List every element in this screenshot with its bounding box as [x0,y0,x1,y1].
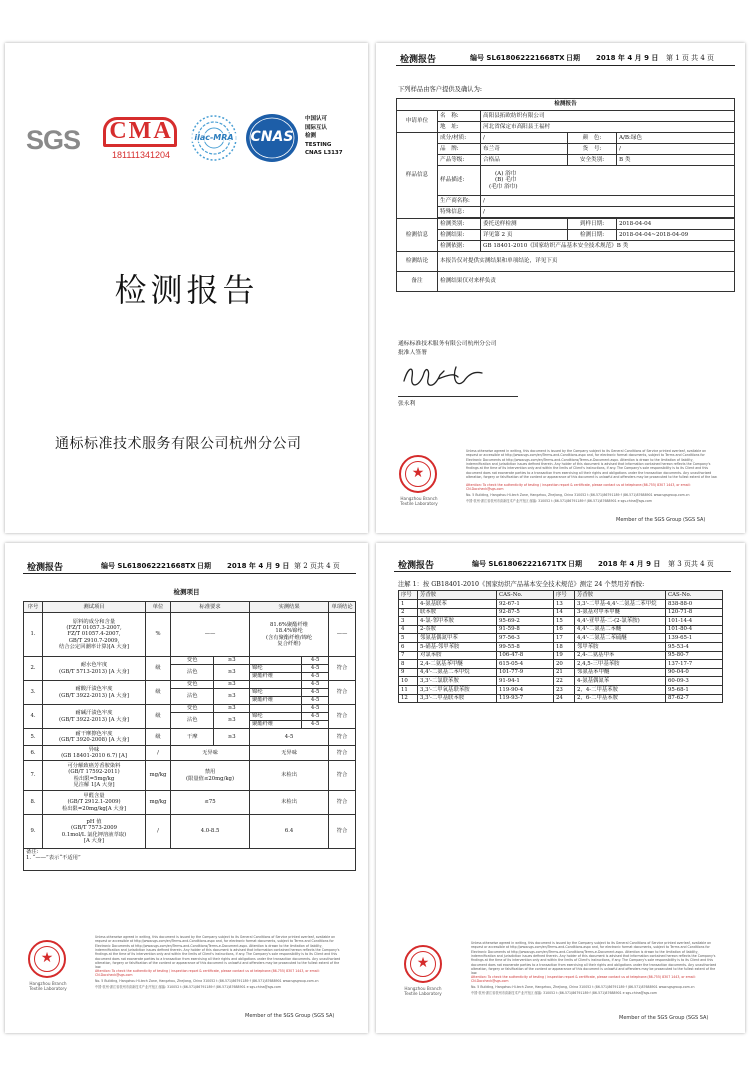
table-cell: 19 [554,651,575,660]
auth-line: Attention: To check the authenticity of testing / inspection report & certificate, please contact us at telephone:(86-755) 8307 1443, or email: CN.Doccheck@sgs.com [466,483,691,492]
member-line: Member of the SGS Group (SGS SA) [616,517,706,523]
table-cell: 20 [554,660,575,669]
table-cell: 3,3'-二甲基-4,4'-二氨基二苯甲烷 [575,600,666,609]
cnas-text: 中国认可 国际互认 检测 TESTING CNAS L3137 [305,116,343,156]
notes-label: 备注: [26,849,39,855]
table-cell: 137-17-7 [666,660,723,669]
table-row [399,651,723,660]
table-row [399,617,723,626]
table-cell: 8 [399,660,418,669]
table-row [399,634,723,643]
sgs-logo: SGS [26,125,81,155]
table-row [399,625,723,634]
table-cell: 17 [554,634,575,643]
cover-company: 通标标准技术服务有限公司杭州分公司 [55,436,302,452]
cover-title: 检测报告 [114,271,259,309]
info-table: 检测报告 申请单位 名 称: 高阳县拓欧纺织有限公司 地 址: 河北省保定市高阳县王福村 样品信息 成分/材质: / 颜 色: A/B:绿色 品 牌: 布兰奇 货 号: / 产品等级: 合格品 安全类别: B 类 样品描述: (A) 浴巾 (B) 毛巾 (毛巾 浴巾) 生产商名称: / 特殊信息: / 检测信息 检测类别: 委托送样检测 到样日期: 2018-04-04 检测结果: 详见第 2 页 检测日期: 2018-04-04~2018-04-09 检测依据: GB 18401-2010《国家纺织产品基本安全技术规范》B 类 检测结论 本报告仅对提供实测结果和单项结论，详见下页 备注 检测结果仅对来样负责 [396,98,735,292]
footer-address: No. 5 Building, Hangzhou Hi-tech Zone, Hangzhou, Zhejiang, China 310052 t (86-571)86791189 f (86-571)87688901 www.sgsgroup.com.cn [471,985,695,989]
footer-address-cn: 中国·杭州·浙江省杭州市高新技术产业开发区 邮编: 310052 t (86-571)86791189 f (86-571)87688901 e sgs.china@sgs.com [95,985,281,989]
table-cell: 90-04-0 [666,668,723,677]
table-cell: 2,4,5-三甲基苯胺 [575,660,666,669]
table-cell: 3,3'-二甲基联苯胺 [418,694,497,703]
table-cell: 邻甲苯胺 [575,642,666,651]
cnas-logo: CNAS [245,113,299,163]
table-cell: 10 [399,677,418,686]
table-cell: 1 [399,600,418,609]
auth-line: Attention: To check the authenticity of testing / inspection report & certificate, please contact us at telephone:(86-755) 8307 1443, or email: CN.Doccheck@sgs.com [95,969,320,978]
report-header: 检测报告 编号 SL618062221668TX 日期 2018 年 4 月 9 日 第 2 页共 4 页 [27,562,340,573]
footer-address-cn: 中国·杭州·浙江省杭州市高新技术产业开发区 邮编: 310052 t (86-571)86791189 f (86-571)87688901 e sgs.china@sgs.com [471,991,657,995]
report-header: 检测报告 编号 SL618062221668TX 日期 2018 年 4 月 9 日 第 1 页 共 4 页 [400,54,715,65]
table-cell: 4,4'-二氨基二苯醚 [575,625,666,634]
table-cell: 4,4'-亚甲基-二-(2-氯苯胺) [575,617,666,626]
table-cell: 95-69-2 [497,617,554,626]
report-page-1 [376,43,745,533]
table-cell: 87-62-7 [666,694,723,703]
sgs-stamp: ★ [404,945,442,983]
table-cell: 139-65-1 [666,634,723,643]
signer-block: 通标标准技术服务有限公司杭州分公司 批准人签署 [398,341,497,356]
test-items-table: 序号 测试项目 单位 标准要求 实测结果 单项结论 1. 原料的成分和含量 (FZ/T 01057.3-2007, FZ/T 01057.4-2007, GB/T 2910.7-2009, 结合公定回潮率计算)[A 大身] % —— 81.6%聚酯纤维 18.4%锦纶 (含有聚酯纤维/锦纶 复合纤维) —— 2. 耐水色牢度 (GB/T 5713-2013) [A 大身] 级 变色 ≥3 4-5 符合 沾色 ≥3 锦纶 4-5 聚酯纤维 4-5 3. 耐酸汗渍色牢度 (GB/T 3922-2013) [A 大身] 级 变色 ≥3 4-5 符合 沾色 ≥3 锦纶 4-5 聚酯纤维 4-5 4. 耐碱汗渍色牢度 (GB/T 3922-2013) [A 大身] 级 变色 ≥3 4-5 符合 沾色 ≥3 锦纶 4-5 聚酯纤维 4-5 5. 耐干摩擦色牢度 (GB/T 3920-2008) [A 大身] 级 干摩 ≥3 4-5 符合 6. 异味 (GB 18401-2010 6.7) [A] / 无异味 无异味 符合 7. 可分解致癌芳香胺染料 (GB/T 17592-2011) 检出限=5mg/kg 见注解 1[A 大身] mg/kg 禁用 (限量值≤20mg/kg) 未检出 符合 8. 甲醛含量 (GB/T 2912.1-2009) 检出限=20mg/kg[A 大身] mg/kg ≤75 未检出 符合 9. pH 值 (GB/T 7573-2009 0.1mol/L 氯化钾溶液萃取) [A 大身] / 4.0-8.5 6.4 符合 备注: 1. “——”表示“不适用” [23,601,356,871]
table-cell: 11 [399,685,418,694]
member-line: Member of the SGS Group (SGS SA) [245,1013,335,1019]
table-cell: 4 [399,625,418,634]
table-row [399,600,723,609]
report-header: 检测报告 编号 SL618062221671TX 日期 2018 年 4 月 9 日 第 3 页共 4 页 [398,560,714,571]
sgs-stamp: ★ [28,940,66,978]
table-cell: 120-71-8 [666,608,723,617]
table-cell: 101-14-4 [666,617,723,626]
table-row [399,685,723,694]
table-cell: 101-80-4 [666,625,723,634]
table-cell: 92-67-1 [497,600,554,609]
cover-page [5,43,368,533]
table-cell: 3-氨基对甲苯甲醚 [575,608,666,617]
cma-logo: CMA 181111341204 [97,117,185,163]
auth-line: Attention: To check the authenticity of testing / inspection report & certificate, please contact us at telephone:(86-755) 8307 1443, or email: CN.Doccheck@sgs.com [471,975,696,984]
table-cell: 联苯胺 [418,608,497,617]
table-cell: 2，4-二甲基苯胺 [575,685,666,694]
table-cell: 14 [554,608,575,617]
signer-name: 张永利 [398,401,416,407]
table-cell: 3,3'-二氯联苯胺 [418,677,497,686]
table-cell: 3,3'-二甲氧基联苯胺 [418,685,497,694]
table-cell: 5 [399,634,418,643]
table-cell: 2，6-二甲基苯胺 [575,694,666,703]
sgs-stamp: ★ [399,455,437,493]
amine-note: 注解 1：按 GB18401-2010《国家纺织产品基本安全技术规范》测定 24 个禁用芳香胺: [398,581,645,588]
table-cell: 12 [399,694,418,703]
section-subtitle: 检测项目 [173,588,200,596]
table-cell: 95-80-7 [666,651,723,660]
amine-table: 序号 芳香胺 CAS-No. 序号 芳香胺 CAS-No. 1 4-氨基联苯 92-67-1 13 3,3'-二甲基-4,4'-二氨基二苯甲烷 838-88-0 2 联苯胺 92-87-5 14 3-氨基对甲苯甲醚 120-71-8 3 4-氯-邻甲苯胺 95-69-2 15 4,4'-亚甲基-二-(2-氯苯胺) 101-14-4 4 2-萘胺 91-59-8 16 4,4'-二氨基二苯醚 101-80-4 5 邻氨基偶氮甲苯 97-56-3 17 4,4'-二氨基二苯硫醚 139-65-1 6 5-硝基-邻甲苯胺 99-55-8 18 邻甲苯胺 95-53-4 7 对氯苯胺 106-47-8 19 2,4-二氨基甲苯 95-80-7 8 2,4-二氨基苯甲醚 615-05-4 20 2,4,5-三甲基苯胺 137-17-7 9 4,4'-二氨基二苯甲烷 101-77-9 21 邻氨基苯甲醚 90-04-0 10 3,3'-二氯联苯胺 91-94-1 22 4-氨基偶氮苯 60-09-3 11 3,3'-二甲氧基联苯胺 119-90-4 23 2，4-二甲基苯胺 95-68-1 12 3,3'-二甲基联苯胺 119-93-7 24 2，6-二甲基苯胺 87-62-7 [398,590,723,703]
fine-print: Unless otherwise agreed in writing, this document is issued by the Company subject to its General Conditions of Service printed overleaf, available on request or accessible at http://www.sgs.com/en/Terms-and-Conditions.aspx and, for electronic format documents, subject to Terms and Conditions for Electronic Documents at http://www.sgs.com/en/Terms-and-Conditions/Terms-e-Document.aspx. Attention is drawn to the limitation of liability, indemnification and jurisdiction issues defined therein. Any holder of this document is advised that information contained hereon reflects the Company's findings at the time of its intervention only and within the limits of Client's instructions, if any. The Company's sole responsibility is to its Client and this document does not exonerate parties to a transaction from exercising all their rights and obligations under the transaction documents. Any unauthorized alteration, forgery or falsification of the content or appearance of this document is unlawful and offenders may be prosecuted to the fullest extent of the law. [95,935,341,970]
table-cell: 23 [554,685,575,694]
table-cell: 邻氨基苯甲醚 [575,668,666,677]
report-page-2 [5,543,368,1033]
table-cell: 615-05-4 [497,660,554,669]
table-row [399,608,723,617]
table-cell: 21 [554,668,575,677]
table-cell: 99-55-8 [497,642,554,651]
table-cell: 16 [554,625,575,634]
table-row [399,660,723,669]
table-cell: 24 [554,694,575,703]
table-cell: 13 [554,600,575,609]
table-cell: 92-87-5 [497,608,554,617]
table-cell: 838-88-0 [666,600,723,609]
table-cell: 95-53-4 [666,642,723,651]
table-cell: 106-47-8 [497,651,554,660]
table-cell: 91-59-8 [497,625,554,634]
table-cell: 18 [554,642,575,651]
table-cell: 4-氨基联苯 [418,600,497,609]
stamp-caption: Hangzhou Branch Textile Laboratory [29,981,67,991]
intro-text: 下列样品由客户提供及确认为: [398,86,482,93]
table-cell: 邻氨基偶氮甲苯 [418,634,497,643]
table-cell: 95-68-1 [666,685,723,694]
footer-address: No. 5 Building, Hangzhou Hi-tech Zone, Hangzhou, Zhejiang, China 310052 t (86-571)86791189 f (86-571)87688901 www.sgsgroup.com.cn [95,979,319,983]
table-cell: 2 [399,608,418,617]
stamp-caption: Hangzhou Branch Textile Laboratory [400,496,438,506]
table-cell: 2,4-二氨基苯甲醚 [418,660,497,669]
table-row [399,642,723,651]
table-cell: 3 [399,617,418,626]
table-cell: 5-硝基-邻甲苯胺 [418,642,497,651]
table-row [399,668,723,677]
table-row [399,694,723,703]
table-cell: 15 [554,617,575,626]
report-page-3 [376,543,745,1033]
member-line: Member of the SGS Group (SGS SA) [619,1015,709,1021]
note-1: 1. “——”表示“不适用” [26,855,81,862]
fine-print: Unless otherwise agreed in writing, this document is issued by the Company subject to its General Conditions of Service printed overleaf, available on request or accessible at http://www.sgs.com/en/Terms-and-Conditions.aspx and, for electronic format documents, subject to Terms and Conditions for Electronic Documents at http://www.sgs.com/en/Terms-and-Conditions/Terms-e-Document.aspx. Attention is drawn to the limitation of liability, indemnification and jurisdiction issues defined therein. Any holder of this document is advised that information contained hereon reflects the Company's findings at the time of its intervention only and within the limits of Client's instructions, if any. The Company's sole responsibility is to its Client and this document does not exonerate parties to a transaction from exercising all their rights and obligations under the transaction documents. Any unauthorized alteration, forgery or falsification of the content or appearance of this document is unlawful and offenders may be prosecuted to the fullest extent of the law. [466,449,718,479]
table-cell: 9 [399,668,418,677]
table-cell: 119-93-7 [497,694,554,703]
table-cell: 101-77-9 [497,668,554,677]
table-cell: 7 [399,651,418,660]
table-cell: 22 [554,677,575,686]
signature [398,361,488,395]
table-row [399,677,723,686]
table-cell: 4,4'-二氨基二苯硫醚 [575,634,666,643]
ilac-mra-logo: ilac-MRA [189,113,239,163]
table-cell: 91-94-1 [497,677,554,686]
table-cell: 2-萘胺 [418,625,497,634]
table-cell: 60-09-3 [666,677,723,686]
table-cell: 2,4-二氨基甲苯 [575,651,666,660]
table-cell: 4,4'-二氨基二苯甲烷 [418,668,497,677]
table-cell: 6 [399,642,418,651]
footer-address: No. 5 Building, Hangzhou Hi-tech Zone, Hangzhou, Zhejiang, China 310052 t (86-571)86791189 f (86-571)87688901 www.sgsgroup.com.cn [466,493,690,497]
footer-address-cn: 中国·杭州·浙江省杭州市高新技术产业开发区 邮编: 310052 t (86-571)86791189 f (86-571)87688901 e sgs.china@sgs.com [466,499,652,503]
table-cell: 97-56-3 [497,634,554,643]
table-cell: 对氯苯胺 [418,651,497,660]
fine-print: Unless otherwise agreed in writing, this document is issued by the Company subject to its General Conditions of Service printed overleaf, available on request or accessible at http://www.sgs.com/en/Terms-and-Conditions.aspx and, for electronic format documents, subject to Terms and Conditions for Electronic Documents at http://www.sgs.com/en/Terms-and-Conditions/Terms-e-Document.aspx. Attention is drawn to the limitation of liability, indemnification and jurisdiction issues defined therein. Any holder of this document is advised that information contained hereon reflects the Company's findings at the time of its intervention only and within the limits of Client's instructions, if any. The Company's sole responsibility is to its Client and this document does not exonerate parties to a transaction from exercising all their rights and obligations under the transaction documents. Any unauthorized alteration, forgery or falsification of the content or appearance of this document is unlawful and offenders may be prosecuted to the fullest extent of the law. [471,941,717,976]
table-cell: 119-90-4 [497,685,554,694]
table-cell: 4-氯-邻甲苯胺 [418,617,497,626]
stamp-caption: Hangzhou Branch Textile Laboratory [404,986,442,996]
table-cell: 4-氨基偶氮苯 [575,677,666,686]
